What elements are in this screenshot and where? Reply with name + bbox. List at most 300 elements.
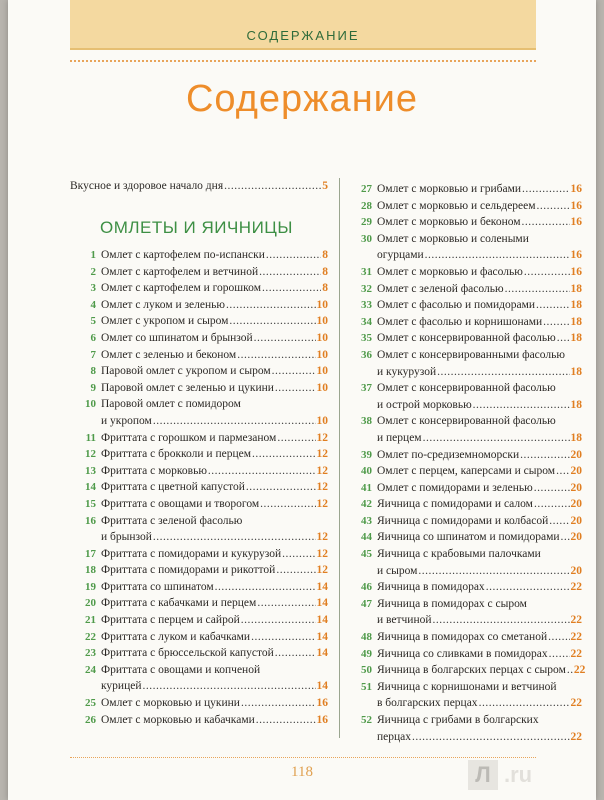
recipe-page-number: 12: [316, 431, 328, 444]
recipe-page-number: 18: [570, 365, 582, 378]
toc-entry[interactable]: [346, 480, 582, 497]
recipe-number: 17: [85, 547, 96, 560]
header-dotted-rule: [70, 60, 536, 62]
toc-entry-line: [101, 695, 328, 712]
toc-entry[interactable]: [70, 247, 328, 264]
toc-entry[interactable]: [70, 330, 328, 347]
recipe-number: 26: [85, 713, 96, 726]
recipe-title: Омлет с консервированной фасолью: [377, 415, 556, 428]
recipe-page-number: 16: [316, 713, 328, 726]
recipe-number: 16: [85, 514, 96, 527]
toc-entry[interactable]: [346, 529, 582, 546]
recipe-title: Омлет с укропом и сыром: [101, 315, 229, 328]
recipe-title: Омлет с помидорами и зеленью: [377, 481, 533, 494]
leader-dots: [256, 712, 316, 729]
toc-entry[interactable]: [70, 446, 328, 463]
toc-entry-body: [101, 264, 328, 281]
leader-dots: [418, 563, 569, 580]
toc-entry-line: [101, 529, 328, 546]
leader-dots: [536, 297, 569, 314]
toc-entry-body: [377, 264, 582, 281]
toc-entry-body: [377, 330, 582, 347]
toc-entry-line: [377, 695, 582, 712]
recipe-title: Фриттата с зеленой фасолью: [101, 514, 243, 527]
recipe-number: 35: [361, 332, 372, 345]
toc-entry-line: [101, 546, 328, 563]
toc-entry-body: [377, 596, 582, 629]
leader-dots: [226, 297, 316, 314]
toc-entry[interactable]: [346, 646, 582, 663]
recipe-number: 13: [85, 464, 96, 477]
recipe-number: 2: [90, 265, 96, 278]
recipe-page-number: 8: [322, 282, 328, 295]
recipe-title: Омлет с фасолью и корнишонами: [377, 315, 543, 328]
recipe-page-number: 18: [570, 315, 582, 328]
toc-entry-line: [377, 513, 582, 530]
toc-entry-line: [377, 330, 582, 347]
section-title: ОМЛЕТЫ И ЯИЧНИЦЫ: [100, 218, 293, 237]
toc-entry-body: [101, 280, 328, 297]
recipe-title: и укропом: [101, 414, 152, 427]
recipe-title: Омлет с морковью и солеными: [377, 232, 529, 245]
toc-entry[interactable]: [346, 264, 582, 281]
recipe-number: 38: [361, 415, 372, 428]
leader-dots: [272, 363, 316, 380]
leader-dots: [537, 198, 570, 215]
toc-entry-body: [101, 546, 328, 563]
toc-entry[interactable]: [70, 546, 328, 563]
toc-entry[interactable]: [346, 214, 582, 231]
toc-entry[interactable]: [346, 181, 582, 198]
toc-entry-line: [377, 413, 582, 430]
recipe-number: 9: [90, 381, 96, 394]
toc-entry[interactable]: [70, 380, 328, 397]
toc-entry-line: [377, 612, 582, 629]
recipe-page-number: 8: [322, 249, 328, 261]
toc-entry[interactable]: [346, 546, 582, 579]
toc-entry-body: [101, 363, 328, 380]
recipe-page-number: 20: [570, 448, 582, 461]
recipe-page-number: 12: [316, 481, 328, 494]
toc-entry-line: [377, 297, 582, 314]
toc-entry-body: [377, 380, 582, 413]
recipe-page-number: 20: [570, 531, 582, 544]
recipe-number: 27: [361, 183, 372, 195]
toc-entry-line: [377, 463, 582, 480]
toc-entry-line: [377, 646, 582, 663]
toc-entry-line: [377, 231, 582, 248]
toc-entry-body: [101, 247, 328, 264]
toc-entry-line: [377, 729, 582, 746]
toc-entry[interactable]: [346, 297, 582, 314]
recipe-title: Яичница с помидорами и колбасой: [377, 514, 549, 527]
toc-entry[interactable]: [346, 712, 582, 745]
leader-dots: [549, 513, 569, 530]
toc-entry[interactable]: [346, 380, 582, 413]
watermark-letter: Л: [468, 760, 498, 790]
recipe-page-number: 10: [316, 381, 328, 394]
leader-dots: [557, 330, 570, 347]
toc-entry[interactable]: [346, 579, 582, 596]
recipe-page-number: 16: [570, 265, 582, 278]
recipe-number: 51: [361, 680, 372, 693]
toc-entry-body: [101, 645, 328, 662]
toc-entry[interactable]: [70, 662, 328, 695]
toc-entry[interactable]: [346, 629, 582, 646]
running-header: [70, 0, 536, 50]
recipe-title: Омлет с картофелем по-испански: [101, 249, 265, 261]
toc-entry-line: [377, 579, 582, 596]
toc-entry-body: [377, 413, 582, 446]
toc-entry-line: [377, 629, 582, 646]
leader-dots: [423, 430, 570, 447]
leader-dots: [275, 645, 316, 662]
toc-entry-body: [377, 231, 582, 264]
recipe-number: 46: [361, 581, 372, 594]
recipe-page-number: 14: [316, 630, 328, 643]
leader-dots: [229, 313, 315, 330]
recipe-title: Омлет с консервированной фасолью: [377, 332, 556, 345]
recipe-title: Омлет с морковью и фасолью: [377, 265, 523, 278]
toc-entry-line: [101, 446, 328, 463]
toc-entry[interactable]: [70, 363, 328, 380]
recipe-number: 25: [85, 697, 96, 710]
toc-entry[interactable]: [70, 645, 328, 662]
recipe-title: Фриттата с овощами и копченой: [101, 663, 261, 676]
toc-entry-body: [101, 579, 328, 596]
recipe-page-number: 18: [570, 282, 582, 295]
recipe-number: 28: [361, 199, 372, 212]
toc-entry-body: [377, 297, 582, 314]
toc-entry[interactable]: [70, 629, 328, 646]
recipe-number: 48: [361, 631, 372, 644]
recipe-title: Омлет с морковью и цукини: [101, 697, 240, 710]
recipe-number: 30: [361, 232, 372, 245]
recipe-page-number: 20: [570, 564, 582, 577]
toc-entry-line: [101, 430, 328, 447]
toc-entry[interactable]: [70, 347, 328, 364]
recipe-page-number: 22: [570, 614, 582, 627]
recipe-page-number: 12: [316, 464, 328, 477]
toc-entry-line: [377, 347, 582, 364]
toc-entry-body: [101, 695, 328, 712]
recipe-number: 22: [85, 630, 96, 643]
recipe-number: 14: [85, 481, 96, 494]
toc-entry[interactable]: [346, 330, 582, 347]
toc-entry[interactable]: [70, 562, 328, 579]
toc-entry[interactable]: [70, 695, 328, 712]
toc-entry-body: [377, 679, 582, 712]
recipe-title: Фриттата с помидорами и рикоттой: [101, 564, 276, 577]
leader-dots: [567, 662, 573, 679]
recipe-number: 21: [85, 614, 96, 627]
recipe-title: Омлет с консервированной фасолью: [377, 382, 556, 395]
toc-entry[interactable]: [70, 496, 328, 513]
recipe-page-number: 22: [570, 730, 582, 743]
toc-entry-line: [377, 364, 582, 381]
toc-entry[interactable]: [346, 231, 582, 264]
toc-entry[interactable]: [70, 595, 328, 612]
toc-entry-body: [377, 347, 582, 380]
toc-entry[interactable]: [70, 463, 328, 480]
recipe-page-number: 12: [316, 547, 328, 560]
toc-entry-body: [101, 347, 328, 364]
toc-entry-line: [101, 264, 328, 281]
footer-dotted-rule: [70, 757, 536, 758]
toc-entry-line: [101, 612, 328, 629]
toc-entry-body: [101, 595, 328, 612]
recipe-number: 10: [85, 398, 96, 411]
toc-entry[interactable]: [346, 314, 582, 331]
toc-entry-body: [377, 546, 582, 579]
recipe-number: 52: [361, 714, 372, 726]
toc-entry-line: [377, 679, 582, 696]
leader-dots: [534, 480, 570, 497]
recipe-number: 42: [361, 498, 372, 511]
toc-entry-body: [101, 479, 328, 496]
leader-dots: [241, 695, 316, 712]
toc-entry-body: [377, 181, 582, 198]
leader-dots: [224, 180, 321, 192]
recipe-page-number: 14: [316, 597, 328, 610]
recipe-title: Омлет с морковью и сельдереем: [377, 199, 536, 212]
recipe-title: Фриттата с морковью: [101, 464, 207, 477]
recipe-title: перцах: [377, 730, 412, 743]
toc-entry[interactable]: [70, 313, 328, 330]
toc-entry[interactable]: [70, 612, 328, 629]
leader-dots: [425, 247, 570, 264]
toc-entry-line: [101, 380, 328, 397]
toc-entry-line: [377, 247, 582, 264]
recipe-title: Яичница в болгарских перцах с сыром: [377, 664, 566, 677]
page-title: Содержание: [185, 78, 419, 120]
leader-dots: [561, 529, 570, 546]
recipe-title: Омлет с фасолью и помидорами: [377, 299, 536, 312]
leader-dots: [153, 413, 316, 430]
recipe-page-number: 10: [316, 365, 328, 378]
toc-entry-line: [377, 430, 582, 447]
leader-dots: [275, 380, 316, 397]
toc-entry-body: [101, 396, 328, 429]
toc-entry-body: [101, 463, 328, 480]
leader-dots: [237, 347, 315, 364]
toc-entry-body: [377, 712, 582, 745]
recipe-title: Фриттата со шпинатом: [101, 580, 214, 593]
toc-entry-body: [377, 281, 582, 298]
recipe-title: в болгарских перцах: [377, 697, 478, 710]
toc-entry-body: [377, 447, 582, 464]
leader-dots: [259, 264, 321, 281]
leader-dots: [153, 529, 316, 546]
recipe-title: курицей: [101, 680, 142, 693]
recipe-number: 32: [361, 282, 372, 295]
leader-dots: [437, 364, 569, 381]
toc-entry-line: [377, 480, 582, 497]
recipe-number: 6: [90, 331, 96, 344]
toc-entry-body: [377, 513, 582, 530]
recipe-page-number: 22: [573, 664, 586, 677]
watermark-logo: [468, 758, 596, 792]
toc-entry-line: [377, 214, 582, 231]
toc-entry[interactable]: [346, 198, 582, 215]
column-divider: [339, 178, 340, 738]
recipe-number: 15: [85, 497, 96, 510]
toc-entry[interactable]: [346, 679, 582, 712]
toc-entry-body: [377, 198, 582, 215]
leader-dots: [208, 463, 316, 480]
toc-entry-line: [377, 712, 582, 729]
toc-entry-line: [377, 397, 582, 414]
recipe-title: и острой морковью: [377, 398, 472, 411]
toc-entry-line: [377, 596, 582, 613]
leader-dots: [260, 496, 315, 513]
recipe-title: Омлет с морковью и кабачками: [101, 713, 255, 726]
recipe-number: 7: [90, 348, 96, 361]
toc-entry[interactable]: [346, 413, 582, 446]
toc-entry[interactable]: [346, 662, 586, 679]
recipe-number: 11: [85, 431, 96, 444]
toc-entry-line: [101, 363, 328, 380]
watermark-text: .ru: [504, 762, 533, 787]
leader-dots: [262, 280, 321, 297]
toc-entry[interactable]: [70, 579, 328, 596]
recipe-title: Яичница со сливками в помидорах: [377, 647, 548, 660]
recipe-title: и ветчиной: [377, 614, 432, 627]
toc-entry[interactable]: [346, 447, 582, 464]
leader-dots: [486, 579, 570, 596]
toc-entry[interactable]: [70, 264, 328, 281]
toc-entry-body: [101, 629, 328, 646]
recipe-number: 29: [361, 216, 372, 229]
recipe-number: 12: [85, 448, 96, 461]
leader-dots: [549, 646, 570, 663]
leader-dots: [241, 612, 316, 629]
toc-entry-body: [101, 513, 328, 546]
recipe-title: Омлет с картофелем и горошком: [101, 282, 261, 295]
toc-entry-line: [377, 563, 582, 580]
toc-entry-body: [101, 313, 328, 330]
toc-column-left: [70, 247, 328, 728]
recipe-page-number: 12: [316, 531, 328, 544]
book-page: [8, 0, 596, 800]
recipe-page-number: 22: [570, 697, 582, 710]
recipe-page-number: 10: [316, 331, 328, 344]
recipe-page-number: 20: [570, 481, 582, 494]
recipe-page-number: 16: [316, 697, 328, 710]
recipe-title: Фриттата с брокколи и перцем: [101, 448, 251, 461]
intro-entry[interactable]: [70, 180, 328, 192]
recipe-number: 34: [361, 315, 372, 328]
recipe-number: 24: [85, 663, 96, 676]
leader-dots: [412, 729, 569, 746]
toc-entry-line: [101, 595, 328, 612]
toc-entry-body: [101, 662, 328, 695]
toc-entry-body: [101, 330, 328, 347]
toc-entry-line: [377, 198, 582, 215]
toc-entry-line: [101, 330, 328, 347]
toc-entry-body: [101, 562, 328, 579]
toc-entry-line: [101, 513, 328, 530]
toc-entry[interactable]: [346, 347, 582, 380]
toc-entry[interactable]: [346, 596, 582, 629]
toc-entry[interactable]: [70, 479, 328, 496]
recipe-page-number: 14: [316, 680, 328, 693]
toc-entry[interactable]: [346, 513, 582, 530]
toc-entry-line: [377, 181, 582, 198]
leader-dots: [522, 181, 569, 198]
toc-entry-line: [101, 479, 328, 496]
toc-entry[interactable]: [70, 712, 328, 729]
recipe-page-number: 16: [570, 199, 582, 212]
toc-entry-body: [101, 297, 328, 314]
toc-entry-line: [101, 662, 328, 679]
leader-dots: [257, 595, 315, 612]
toc-entry[interactable]: [346, 281, 582, 298]
toc-entry-line: [377, 380, 582, 397]
toc-entry[interactable]: [346, 463, 582, 480]
leader-dots: [282, 546, 315, 563]
leader-dots: [524, 264, 570, 281]
toc-entry-line: [101, 347, 328, 364]
recipe-number: 39: [361, 448, 372, 461]
recipe-title: Паровой омлет с помидором: [101, 398, 241, 411]
toc-entry-line: [101, 562, 328, 579]
toc-entry-line: [101, 645, 328, 662]
recipe-page-number: 12: [316, 448, 328, 461]
recipe-title: Омлет с консервированными фасолью: [377, 348, 565, 361]
recipe-page-number: 16: [570, 216, 582, 229]
leader-dots: [543, 314, 569, 331]
toc-entry[interactable]: [70, 297, 328, 314]
leader-dots: [143, 678, 316, 695]
recipe-number: 5: [90, 315, 96, 328]
recipe-page-number: 16: [570, 183, 582, 195]
toc-entry[interactable]: [346, 496, 582, 513]
recipe-title: Омлет с морковью и беконом: [377, 216, 521, 229]
running-header-label: СОДЕРЖАНИЕ: [246, 28, 360, 43]
leader-dots: [534, 496, 570, 513]
toc-entry[interactable]: [70, 280, 328, 297]
recipe-page-number: 10: [316, 315, 328, 328]
recipe-title: Яичница в помидорах со сметаной: [377, 631, 548, 644]
toc-entry[interactable]: [70, 430, 328, 447]
toc-entry-body: [101, 612, 328, 629]
leader-dots: [505, 281, 570, 298]
recipe-title: Паровой омлет с зеленью и цукини: [101, 381, 274, 394]
toc-entry-line: [101, 678, 328, 695]
toc-entry-line: [377, 546, 582, 563]
toc-entry[interactable]: [70, 513, 328, 546]
recipe-title: Фриттата с помидорами и кукурузой: [101, 547, 282, 560]
recipe-title: Омлет с картофелем и ветчиной: [101, 265, 259, 278]
recipe-title: и брынзой: [101, 531, 152, 544]
recipe-title: Яичница с корнишонами и ветчиной: [377, 680, 557, 693]
toc-entry-line: [377, 447, 582, 464]
recipe-number: 45: [361, 548, 372, 561]
toc-entry-body: [377, 480, 582, 497]
recipe-page-number: 10: [316, 298, 328, 311]
recipe-page-number: 18: [570, 332, 582, 345]
recipe-title: Паровой омлет с укропом и сыром: [101, 365, 271, 378]
recipe-page-number: 18: [570, 398, 582, 411]
recipe-title: Яичница в помидорах с сыром: [377, 597, 527, 610]
leader-dots: [556, 463, 569, 480]
leader-dots: [522, 214, 570, 231]
intro-entry-page: 5: [322, 180, 328, 192]
toc-entry-body: [101, 712, 328, 729]
toc-entry[interactable]: [70, 396, 328, 429]
recipe-number: 47: [361, 597, 372, 610]
